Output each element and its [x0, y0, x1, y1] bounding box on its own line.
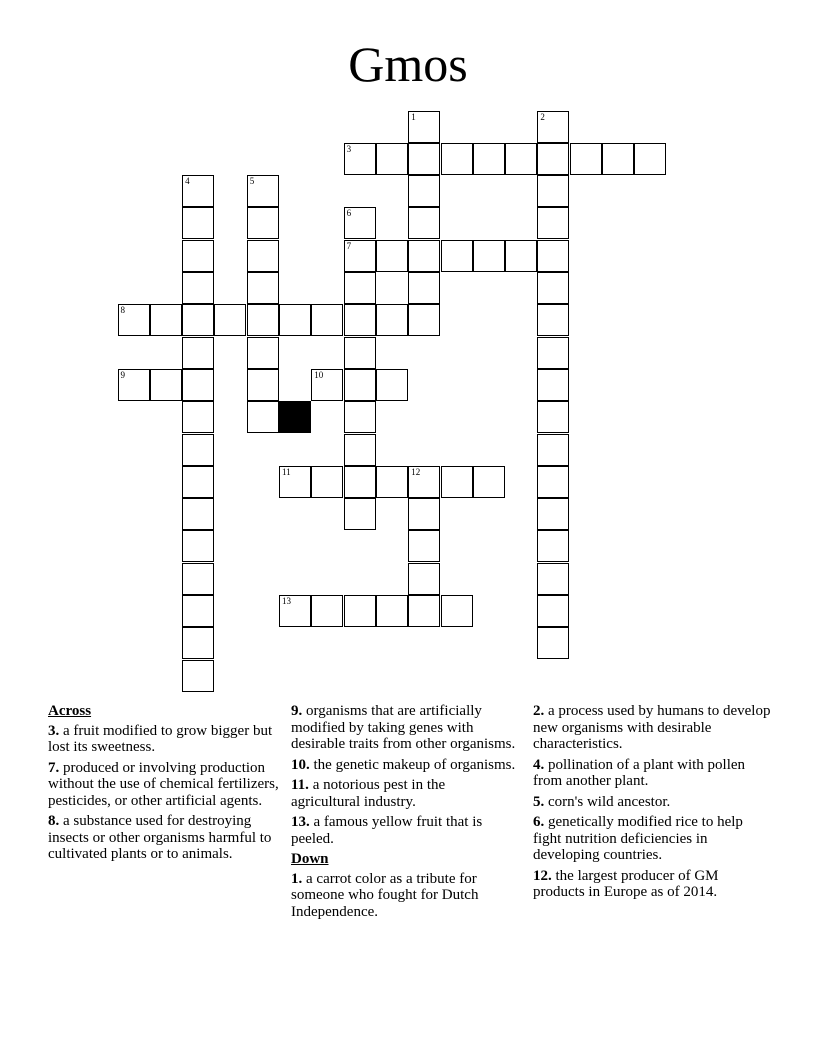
crossword-cell[interactable]: [537, 272, 569, 304]
crossword-cell[interactable]: [182, 401, 214, 433]
crossword-cell[interactable]: [537, 304, 569, 336]
crossword-cell[interactable]: [182, 466, 214, 498]
cell-number: 4: [185, 176, 190, 187]
crossword-cell[interactable]: [247, 369, 279, 401]
cell-number: 1: [411, 111, 416, 122]
cell-number: 5: [249, 176, 255, 187]
cell-number: 8: [120, 305, 125, 316]
cell-number: 6: [346, 208, 352, 219]
crossword-cell[interactable]: [311, 369, 343, 401]
crossword-cell[interactable]: [344, 240, 376, 272]
crossword-cell[interactable]: [441, 240, 473, 272]
crossword-cell[interactable]: [537, 401, 569, 433]
crossword-cell[interactable]: [247, 240, 279, 272]
crossword-cell[interactable]: [537, 143, 569, 175]
crossword-cell[interactable]: [570, 143, 602, 175]
crossword-cell[interactable]: [376, 143, 408, 175]
crossword-cell[interactable]: [408, 304, 440, 336]
clue-down-5: 5. corn's wild ancestor.: [533, 793, 671, 810]
crossword-cell[interactable]: [182, 434, 214, 466]
crossword-cell[interactable]: [118, 369, 150, 401]
crossword-cell[interactable]: [344, 143, 376, 175]
crossword-cell[interactable]: [182, 498, 214, 530]
crossword-cell[interactable]: [408, 530, 440, 562]
clue-down-2: 2. a process used by humans to develop new organisms with desirable characteristics.: [533, 703, 771, 752]
crossword-cell[interactable]: [537, 111, 569, 143]
crossword-cell[interactable]: [473, 466, 505, 498]
crossword-cell[interactable]: [344, 401, 376, 433]
crossword-cell[interactable]: [182, 272, 214, 304]
clue-across-13: 13. a famous yellow fruit that is peeled.: [291, 814, 483, 847]
crossword-cell[interactable]: [118, 304, 150, 336]
crossword-cell[interactable]: [150, 304, 182, 336]
crossword-cell[interactable]: [537, 240, 569, 272]
crossword-cell[interactable]: [537, 595, 569, 627]
clue-across-10: 10. the genetic makeup of organisms.: [291, 756, 516, 773]
crossword-cell[interactable]: [344, 272, 376, 304]
crossword-cell[interactable]: [537, 337, 569, 369]
crossword-cell[interactable]: [376, 466, 408, 498]
crossword-cell[interactable]: [182, 207, 214, 239]
clue-column-3: [533, 703, 773, 905]
down-heading: Down: [291, 851, 329, 867]
crossword-cell[interactable]: [537, 498, 569, 530]
crossword-cell[interactable]: [214, 304, 246, 336]
crossword-cell[interactable]: [408, 595, 440, 627]
page-title: Gmos: [348, 36, 468, 92]
crossword-cell[interactable]: [537, 175, 569, 207]
cell-number: 7: [346, 240, 352, 251]
crossword-cell[interactable]: [182, 240, 214, 272]
crossword-cell[interactable]: [150, 369, 182, 401]
crossword-cell[interactable]: [537, 466, 569, 498]
crossword-cell[interactable]: [376, 595, 408, 627]
crossword-cell[interactable]: [344, 369, 376, 401]
crossword-cell[interactable]: [376, 369, 408, 401]
crossword-cell[interactable]: [182, 627, 214, 659]
crossword-cell[interactable]: [279, 304, 311, 336]
crossword-cell[interactable]: [408, 240, 440, 272]
crossword-cell[interactable]: [182, 175, 214, 207]
crossword-cell[interactable]: [279, 595, 311, 627]
clue-down-12: 12. the largest producer of GM products in Europe as of 2014.: [533, 867, 719, 900]
crossword-cell[interactable]: [473, 143, 505, 175]
crossword-cell[interactable]: [441, 595, 473, 627]
cell-number: 10: [314, 369, 324, 380]
crossword-cell[interactable]: [408, 175, 440, 207]
crossword-cell[interactable]: [376, 240, 408, 272]
crossword-cell[interactable]: [441, 143, 473, 175]
crossword-cell[interactable]: [247, 175, 279, 207]
clue-column-2: [291, 703, 516, 924]
clue-across-11: 11. a notorious pest in the agricultural industry.: [291, 777, 446, 810]
crossword-cell[interactable]: [408, 207, 440, 239]
crossword-cell[interactable]: [344, 595, 376, 627]
crossword-cell[interactable]: [247, 337, 279, 369]
crossword-cell[interactable]: [247, 272, 279, 304]
crossword-cell[interactable]: [311, 466, 343, 498]
cell-number: 11: [282, 466, 291, 477]
clue-across-9: 9. organisms that are artificially modified by taking genes with desirable traits from other organisms.: [291, 703, 516, 752]
crossword-cell[interactable]: [279, 466, 311, 498]
crossword-cell[interactable]: [537, 627, 569, 659]
crossword-cell[interactable]: [344, 498, 376, 530]
crossword-cell[interactable]: [376, 304, 408, 336]
cell-number: 13: [282, 596, 291, 606]
crossword-cell[interactable]: [247, 304, 279, 336]
crossword-cell[interactable]: [408, 143, 440, 175]
black-cell: [279, 401, 311, 433]
across-heading: Across: [48, 703, 92, 719]
crossword-cell[interactable]: [182, 337, 214, 369]
crossword-cell[interactable]: [505, 240, 537, 272]
crossword-cell[interactable]: [473, 240, 505, 272]
crossword-cell[interactable]: [408, 563, 440, 595]
crossword-cell[interactable]: [408, 111, 440, 143]
crossword-cell[interactable]: [537, 563, 569, 595]
crossword-cell[interactable]: [408, 272, 440, 304]
cell-number: 12: [411, 466, 421, 477]
cell-number: 9: [120, 369, 125, 380]
crossword-cell[interactable]: [311, 595, 343, 627]
crossword-cell[interactable]: [344, 337, 376, 369]
crossword-cell[interactable]: [408, 466, 440, 498]
crossword-cell[interactable]: [537, 530, 569, 562]
crossword-cell[interactable]: [408, 498, 440, 530]
crossword-cell[interactable]: [344, 304, 376, 336]
crossword-cell[interactable]: [344, 466, 376, 498]
crossword-cell[interactable]: [182, 595, 214, 627]
crossword-cell[interactable]: [247, 207, 279, 239]
crossword-cell[interactable]: [537, 207, 569, 239]
crossword-cell[interactable]: [441, 466, 473, 498]
crossword-cell[interactable]: [537, 434, 569, 466]
cell-number: 3: [346, 143, 352, 154]
clue-across-3: 3. a fruit modified to grow bigger but lost its sweetness.: [48, 722, 273, 755]
crossword-cell[interactable]: [602, 143, 634, 175]
crossword-cell[interactable]: [634, 143, 666, 175]
crossword-cell[interactable]: [505, 143, 537, 175]
crossword-cell[interactable]: [311, 304, 343, 336]
crossword-cell[interactable]: [537, 369, 569, 401]
crossword-cell[interactable]: [182, 530, 214, 562]
crossword-cell[interactable]: [182, 563, 214, 595]
crossword-cell[interactable]: [344, 434, 376, 466]
crossword-cell[interactable]: [182, 304, 214, 336]
crossword-cell[interactable]: [344, 207, 376, 239]
clue-across-8: 8. a substance used for destroying insects or other organisms harmful to cultivated plants or to animals.: [48, 813, 272, 862]
clue-column-1: [48, 703, 288, 867]
clue-down-1: 1. a carrot color as a tribute for someone who fought for Dutch Independence.: [291, 870, 479, 920]
cell-number: 2: [540, 111, 545, 122]
clue-down-4: 4. pollination of a plant with pollen from another plant.: [533, 756, 746, 789]
clue-across-7: 7. produced or involving production without the use of chemical fertilizers, pesticides, or other artificial agents.: [48, 759, 279, 809]
crossword-cell[interactable]: [182, 660, 214, 692]
crossword-cell[interactable]: [182, 369, 214, 401]
clue-down-6: 6. genetically modified rice to help fight nutrition deficiencies in developing countries.: [533, 814, 743, 863]
crossword-cell[interactable]: [247, 401, 279, 433]
